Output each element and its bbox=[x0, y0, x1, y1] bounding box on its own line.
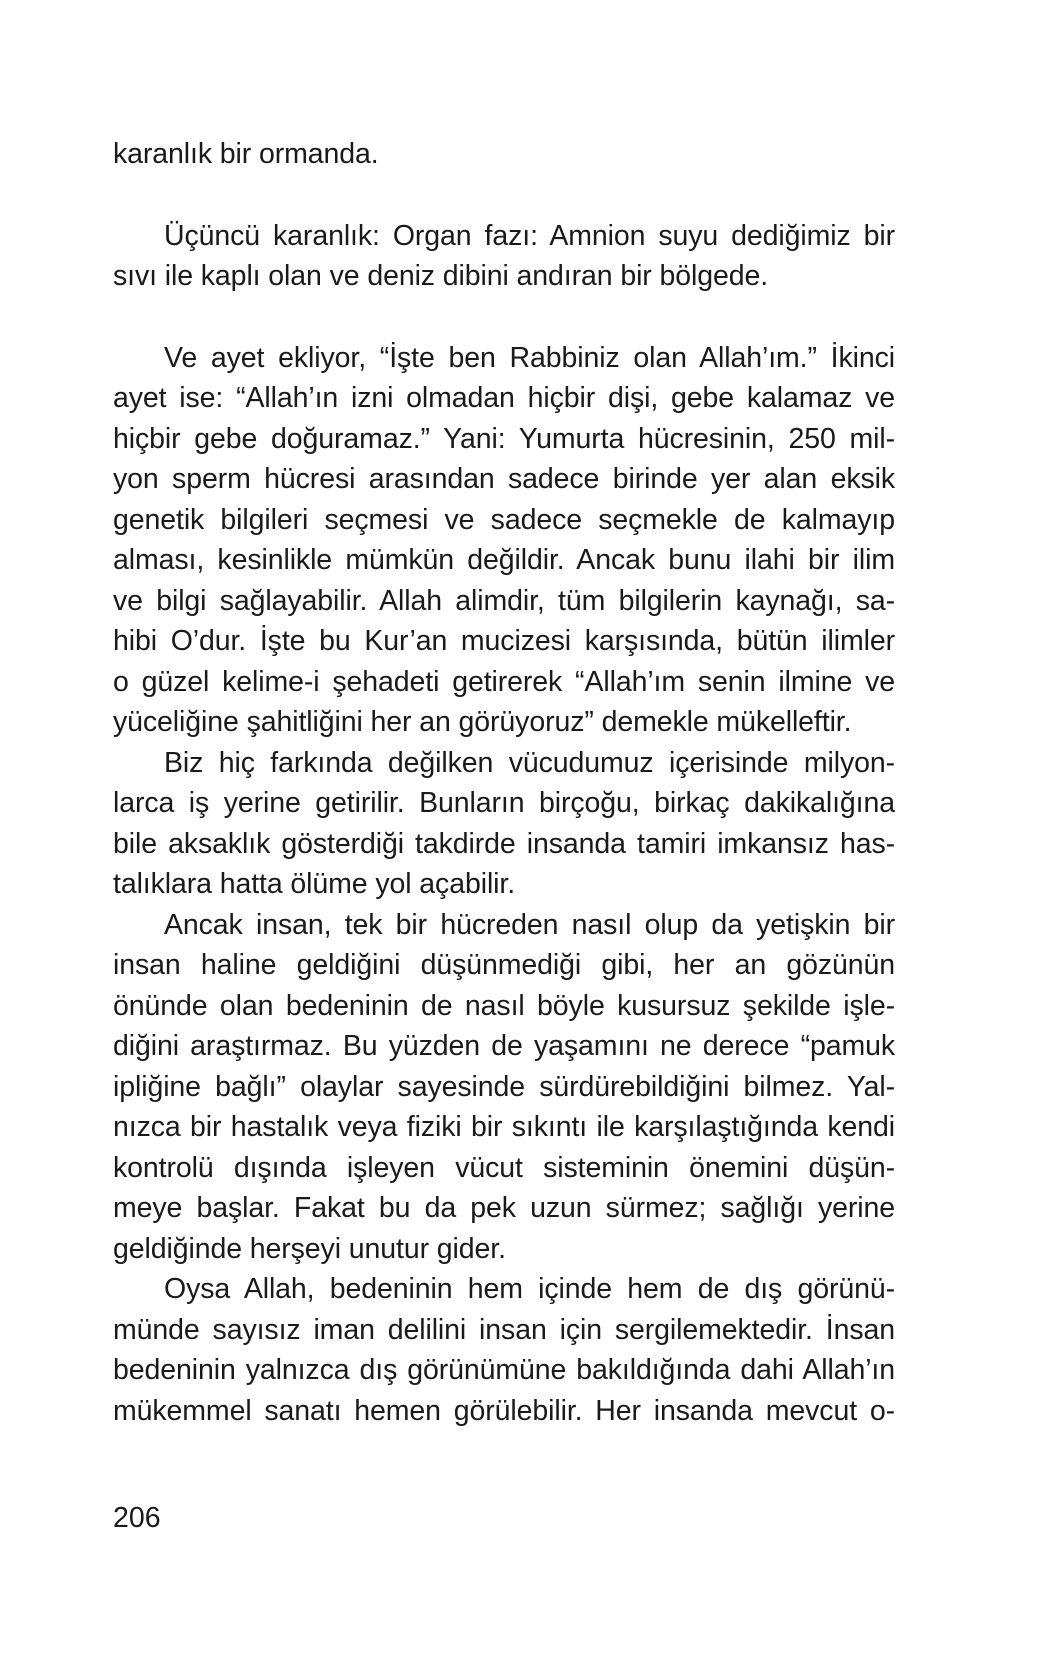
text-line: önünde olan bedeninin de nasıl böyle kusursuz şekilde işle- bbox=[113, 990, 895, 1022]
text-line: ipliğine bağlı” olaylar sayesinde sürdürebildiğini bilmez. Yal- bbox=[113, 1071, 895, 1103]
text-line: Oysa Allah, bedeninin hem içinde hem de dış görünü- bbox=[164, 1273, 895, 1305]
text-line: mükemmel sanatı hemen görülebilir. Her insanda mevcut o- bbox=[113, 1395, 895, 1427]
text-line: meye başlar. Fakat bu da pek uzun sürmez; sağlığı yerine bbox=[113, 1192, 895, 1224]
text-line: hibi O’dur. İşte bu Kur’an mucizesi karşısında, bütün ilimler bbox=[113, 625, 895, 657]
text-line: ve bilgi sağlayabilir. Allah alimdir, tüm bilgilerin kaynağı, sa- bbox=[113, 585, 895, 617]
text-line: bile aksaklık gösterdiği takdirde insanda tamiri imkansız has- bbox=[113, 828, 895, 860]
text-line: münde sayısız iman delilini insan için sergilemektedir. İnsan bbox=[113, 1314, 895, 1346]
text-line: genetik bilgileri seçmesi ve sadece seçmekle de kalmayıp bbox=[113, 504, 895, 536]
text-line: Biz hiç farkında değilken vücudumuz içerisinde milyon- bbox=[164, 747, 895, 779]
text-line: kontrolü dışında işleyen vücut sisteminin önemini düşün- bbox=[113, 1152, 895, 1184]
text-line: nızca bir hastalık veya fiziki bir sıkıntı ile karşılaştığında kendi bbox=[113, 1111, 895, 1143]
page-number: 206 bbox=[113, 1502, 161, 1534]
text-line: talıklara hatta ölüme yol açabilir. bbox=[113, 868, 516, 900]
text-line: yon sperm hücresi arasından sadece birinde yer alan eksik bbox=[113, 463, 895, 495]
text-line: o güzel kelime-i şehadeti getirerek “Allah’ım senin ilmine ve bbox=[113, 666, 895, 698]
text-line: sıvı ile kaplı olan ve deniz dibini andıran bir bölgede. bbox=[113, 260, 769, 292]
text-line: Ve ayet ekliyor, “İşte ben Rabbiniz olan Allah’ım.” İkinci bbox=[164, 342, 895, 374]
text-line: karanlık bir ormanda. bbox=[113, 138, 379, 170]
text-line: diğini araştırmaz. Bu yüzden de yaşamını ne derece “pamuk bbox=[113, 1030, 895, 1062]
text-line: yüceliğine şahitliğini her an görüyoruz” demekle mükelleftir. bbox=[113, 706, 852, 738]
text-line: ayet ise: “Allah’ın izni olmadan hiçbir dişi, gebe kalamaz ve bbox=[113, 382, 895, 414]
text-line: hiçbir gebe doğuramaz.” Yani: Yumurta hücresinin, 250 mil- bbox=[113, 423, 895, 455]
text-line: insan haline geldiğini düşünmediği gibi, her an gözünün bbox=[113, 949, 895, 981]
text-line: Üçüncü karanlık: Organ fazı: Amnion suyu dediğimiz bir bbox=[164, 220, 895, 252]
text-line: Ancak insan, tek bir hücreden nasıl olup da yetişkin bir bbox=[164, 909, 895, 941]
text-line: larca iş yerine getirilir. Bunların birçoğu, birkaç dakikalığına bbox=[113, 787, 895, 819]
text-line: geldiğinde herşeyi unutur gider. bbox=[113, 1233, 506, 1265]
text-line: bedeninin yalnızca dış görünümüne bakıldığında dahi Allah’ın bbox=[113, 1354, 895, 1386]
text-line: alması, kesinlikle mümkün değildir. Ancak bunu ilahi bir ilim bbox=[113, 544, 895, 576]
